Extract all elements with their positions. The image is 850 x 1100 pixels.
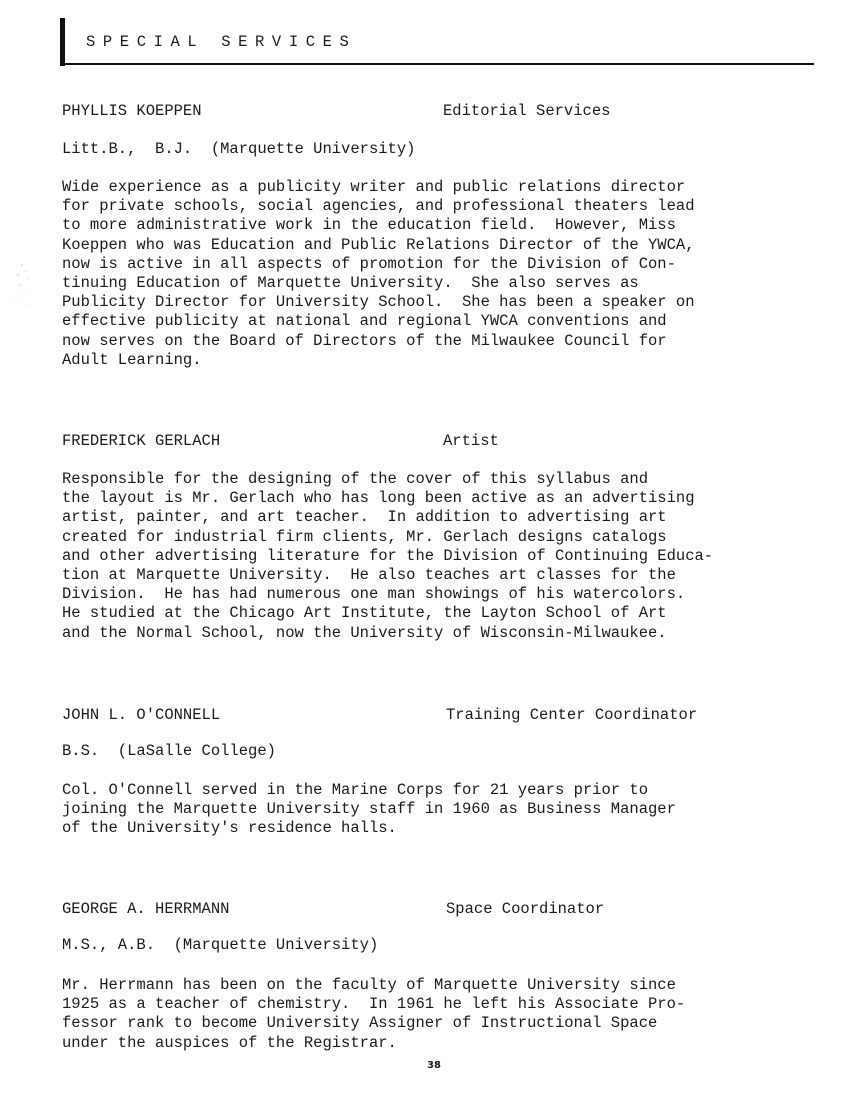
staff-role: Space Coordinator (446, 900, 605, 918)
staff-role: Editorial Services (443, 102, 611, 120)
staff-bio: Wide experience as a publicity writer and public relations director for private schools, social agencies, and professional theaters lead to more administrative work in the education field. However, Miss Koeppen who was Education and Public Relations Director of the YWCA, now is active in all aspects of promotion for the Division of Con- tinuing Education of Marquette University. She also serves as Publicity Director for University School. She has been a speaker on effective publicity at national and regional YWCA conventions and now serves on the Board of Directors of the Milwaukee Council for Adult Learning. (62, 178, 695, 369)
staff-bio: Col. O'Connell served in the Marine Corps for 21 years prior to joining the Marquette University staff in 1960 as Business Manager of the University's residence halls. (62, 781, 676, 838)
staff-name: GEORGE A. HERRMANN (62, 900, 230, 918)
staff-role: Training Center Coordinator (446, 706, 698, 724)
staff-name: JOHN L. O'CONNELL (62, 706, 221, 724)
page-number: 38 (427, 1060, 441, 1071)
scan-smudge (2, 255, 32, 315)
staff-role: Artist (443, 432, 499, 450)
staff-name: FREDERICK GERLACH (62, 432, 221, 450)
staff-name: PHYLLIS KOEPPEN (62, 102, 202, 120)
header-rule (60, 63, 814, 65)
staff-bio: Mr. Herrmann has been on the faculty of Marquette University since 1925 as a teacher of chemistry. In 1961 he left his Associate Pro- fessor rank to become University Assigner of Instructional Space under the auspices of the Registrar. (62, 976, 686, 1052)
staff-credentials: M.S., A.B. (Marquette University) (62, 936, 379, 954)
staff-credentials: Litt.B., B.J. (Marquette University) (62, 140, 416, 158)
header-bar (60, 18, 65, 66)
staff-credentials: B.S. (LaSalle College) (62, 742, 276, 760)
section-title: SPECIAL SERVICES (86, 33, 357, 51)
staff-bio: Responsible for the designing of the cover of this syllabus and the layout is Mr. Gerlach who has long been active as an advertising artist, painter, and art teacher. In addition to advertising art created for industrial firm clients, Mr. Gerlach designs catalogs and other advertising literature for the Division of Continuing Educa- tion at Marquette University. He also teaches art classes for the Division. He has had numerous one man showings of his watercolors. He studied at the Chicago Art Institute, the Layton School of Art and the Normal School, now the University of Wisconsin-Milwaukee. (62, 470, 714, 642)
